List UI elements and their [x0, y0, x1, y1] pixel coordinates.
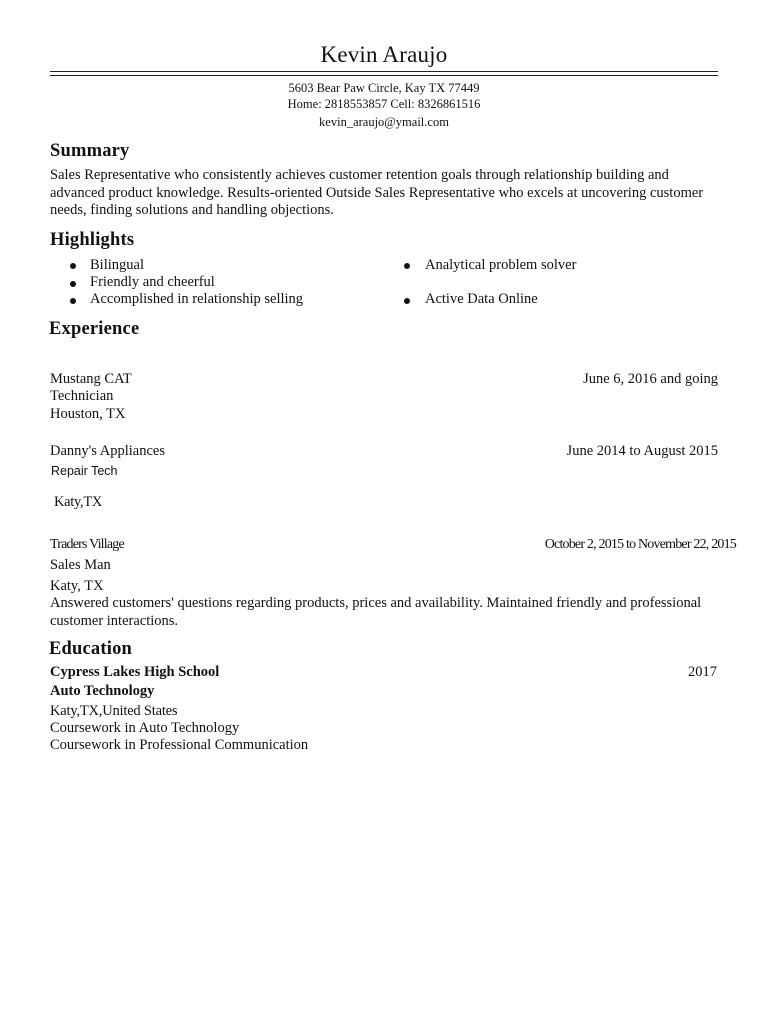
summary-heading: Summary [50, 141, 130, 161]
coursework-item: Coursework in Professional Communication [50, 737, 309, 753]
school-name: Cypress Lakes High School [50, 664, 220, 680]
bullet-icon [404, 263, 410, 269]
job-role: Repair Tech [51, 464, 118, 478]
job-location: Houston, TX [50, 406, 126, 422]
candidate-name: Kevin Araujo [320, 42, 448, 67]
coursework-item: Coursework in Auto Technology [50, 720, 240, 736]
job-company: Traders Village [50, 537, 124, 552]
job-dates: October 2, 2015 to November 22, 2015 [544, 537, 736, 552]
experience-heading: Experience [49, 319, 140, 339]
job-role: Sales Man [50, 557, 111, 573]
job-location: Katy,TX [54, 494, 103, 510]
highlight-item: Accomplished in relationship selling [90, 291, 304, 307]
job-description: Answered customers' questions regarding products, prices and availability. Maintained friendly and professional customer interactions. [50, 595, 702, 629]
bullet-icon [404, 298, 410, 304]
bullet-icon [70, 281, 76, 287]
highlights-heading: Highlights [50, 230, 135, 250]
highlight-item: Friendly and cheerful [90, 274, 215, 290]
job-dates: June 2014 to August 2015 [566, 443, 718, 459]
highlight-item: Bilingual [90, 257, 144, 273]
job-location: Katy, TX [50, 578, 104, 594]
education-program: Auto Technology [50, 683, 155, 699]
education-location: Katy,TX,United States [50, 703, 178, 719]
graduation-year: 2017 [688, 664, 717, 680]
header-rule-top [50, 71, 718, 72]
contact-address: 5603 Bear Paw Circle, Kay TX 77449 [288, 81, 480, 95]
job-dates: June 6, 2016 and going [583, 371, 718, 387]
bullet-icon [70, 263, 76, 269]
job-company: Mustang CAT [50, 371, 132, 387]
contact-phones: Home: 2818553857 Cell: 8326861516 [287, 97, 481, 111]
highlight-item: Analytical problem solver [425, 257, 577, 273]
job-company: Danny's Appliances [50, 443, 165, 459]
job-role: Technician [50, 388, 114, 404]
header-rule-bottom [50, 75, 718, 76]
summary-text: Sales Representative who consistently achieves customer retention goals through relationship building and advanced product knowledge. Results-oriented Outside Sales Representative who excels at uncovering customer needs, finding solutions and handling objections. [50, 167, 704, 218]
highlight-item: Active Data Online [425, 291, 538, 307]
bullet-icon [70, 298, 76, 304]
contact-email: kevin_araujo@ymail.com [319, 115, 449, 129]
education-heading: Education [49, 639, 133, 659]
